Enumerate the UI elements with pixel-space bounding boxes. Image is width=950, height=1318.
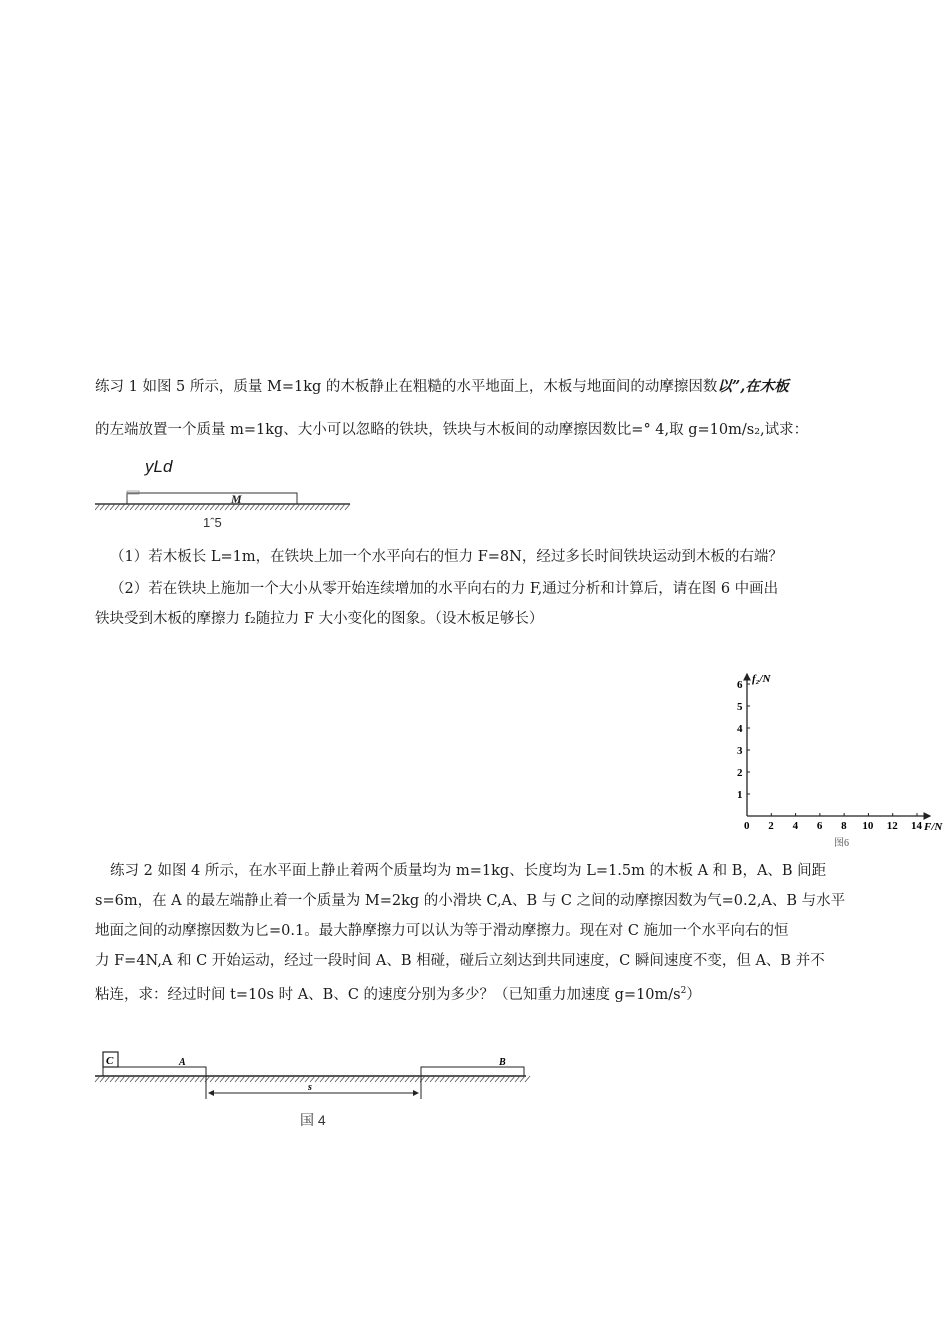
figure-4-caption: 国 4 <box>300 1112 326 1128</box>
hatch-line <box>295 1076 300 1082</box>
hatch-line <box>345 504 350 510</box>
hatch-line <box>135 1076 140 1082</box>
hatch-line <box>255 504 260 510</box>
exercise2-line2: s=6m，在 A 的最左端静止着一个质量为 M=2kg 的小滑块 C,A、B 与 C 之间的动摩擦因数为气=0.2,A、B 与水平 <box>95 893 846 909</box>
hatch-line <box>285 1076 290 1082</box>
hatch-line <box>160 504 165 510</box>
hatch-line <box>390 1076 395 1082</box>
hatch-line <box>355 1076 360 1082</box>
hatch-line <box>175 1076 180 1082</box>
hatch-line <box>485 1076 490 1082</box>
hatch-line <box>345 1076 350 1082</box>
y-tick-label: 4 <box>737 723 743 735</box>
ground-hatch <box>95 1076 530 1082</box>
hatch-line <box>505 1076 510 1082</box>
hatch-line <box>220 1076 225 1082</box>
hatch-line <box>160 1076 165 1082</box>
hatch-line <box>495 1076 500 1082</box>
hatch-line <box>515 1076 520 1082</box>
exercise1-mu-symbol: 以” <box>717 378 741 395</box>
hatch-line <box>405 1076 410 1082</box>
hatch-line <box>180 1076 185 1082</box>
hatch-line <box>215 1076 220 1082</box>
hatch-line <box>190 504 195 510</box>
hatch-line <box>310 504 315 510</box>
hatch-line <box>340 504 345 510</box>
hatch-line <box>105 504 110 510</box>
gap-label: s <box>308 1082 312 1093</box>
hatch-line <box>235 1076 240 1082</box>
hatch-line <box>210 504 215 510</box>
hatch-line <box>240 1076 245 1082</box>
hatch-line <box>105 1076 110 1082</box>
exercise2-line5: 粘连，求：经过时间 t=10s 时 A、B、C 的速度分别为多少？（已知重力加速度 $g=10m/s^2$） <box>95 986 701 1003</box>
hatch-line <box>170 1076 175 1082</box>
board-b <box>421 1067 524 1076</box>
hatch-line <box>125 1076 130 1082</box>
board-a-label: A <box>179 1057 186 1068</box>
hatch-line <box>130 504 135 510</box>
hatch-line <box>370 1076 375 1082</box>
hatch-line <box>335 1076 340 1082</box>
hatch-line <box>260 1076 265 1082</box>
exercise2-line4: 力 F=4N,A 和 C 开始运动，经过一段时间 A、B 相碰，碰后立刻达到共同速度，C 瞬间速度不变，但 A、B 并不 <box>95 953 825 969</box>
hatch-line <box>250 1076 255 1082</box>
x-tick-label: 4 <box>792 820 799 832</box>
figure-5 <box>95 455 365 535</box>
hatch-line <box>170 504 175 510</box>
exercise1-line1: 练习 1 如图 5 所示，质量 M=1kg 的木板静止在粗糙的水平地面上，木板与地面间的动摩擦因数以”,在木板 <box>95 378 789 395</box>
hatch-line <box>460 1076 465 1082</box>
hatch-line <box>205 504 210 510</box>
exercise1-question1: （1）若木板长 L=1m，在铁块上加一个水平向右的恒力 F=8N，经过多长时间铁块运动到木板的右端？ <box>110 549 783 565</box>
hatch-line <box>290 1076 295 1082</box>
hatch-line <box>340 1076 345 1082</box>
hatch-line <box>455 1076 460 1082</box>
hatch-line <box>165 504 170 510</box>
hatch-line <box>190 1076 195 1082</box>
hatch-line <box>330 1076 335 1082</box>
hatch-line <box>100 1076 105 1082</box>
x-tick-label: 10 <box>862 820 874 832</box>
board-b-label: B <box>499 1057 506 1068</box>
hatch-line <box>280 504 285 510</box>
hatch-line <box>125 504 130 510</box>
hatch-line <box>100 504 105 510</box>
hatch-line <box>195 1076 200 1082</box>
board-a <box>103 1067 206 1076</box>
hatch-line <box>250 504 255 510</box>
hatch-line <box>220 504 225 510</box>
x-tick-label: 0 <box>744 820 750 832</box>
hatch-line <box>445 1076 450 1082</box>
hatch-line <box>490 1076 495 1082</box>
exercise1-question2-line2: 铁块受到木板的摩擦力 f₂随拉力 F 大小变化的图象。（设木板足够长） <box>95 611 544 627</box>
y-axis-label: f₂/N <box>752 673 771 685</box>
hatch-line <box>275 504 280 510</box>
board-m <box>127 493 297 504</box>
hatch-line <box>200 1076 205 1082</box>
figure-6-caption: 图6 <box>834 838 849 849</box>
hatch-line <box>200 504 205 510</box>
x-tick-label: 12 <box>886 820 898 832</box>
hatch-line <box>210 1076 215 1082</box>
hatch-line <box>435 1076 440 1082</box>
hatch-line <box>145 1076 150 1082</box>
hatch-line <box>180 504 185 510</box>
x-tick-label: 2 <box>768 820 774 832</box>
hatch-line <box>290 504 295 510</box>
hatch-line <box>260 504 265 510</box>
hatch-line <box>300 1076 305 1082</box>
hatch-line <box>295 504 300 510</box>
hatch-line <box>130 1076 135 1082</box>
figure-6-chart <box>734 668 948 854</box>
hatch-line <box>450 1076 455 1082</box>
hatch-line <box>270 504 275 510</box>
exercise1-line2: 的左端放置一个质量 m=1kg、大小可以忽略的铁块，铁块与木板间的动摩擦因数比=° 4,取 g=10m/s₂,试求： <box>95 422 809 438</box>
exercise2-line3: 地面之间的动摩擦因数为匕=0.1。最大静摩擦力可以认为等于滑动摩擦力。现在对 C 施加一个水平向右的恒 <box>95 923 789 939</box>
hatch-line <box>110 504 115 510</box>
figure-5-diagram <box>95 483 360 515</box>
x-tick-label: 6 <box>816 820 823 832</box>
x-tick-label: 14 <box>911 820 922 832</box>
hatch-line <box>360 1076 365 1082</box>
hatch-line <box>335 504 340 510</box>
exercise1-question2-line1: （2）若在铁块上施加一个大小从零开始连续增加的水平向右的力 F,通过分析和计算后，请在图 6 中画出 <box>110 581 779 597</box>
y-tick-label: 3 <box>737 745 743 757</box>
hatch-line <box>215 504 220 510</box>
hatch-line <box>475 1076 480 1082</box>
hatch-line <box>470 1076 475 1082</box>
figure-5-caption: 1ˆ5 <box>203 515 222 530</box>
hatch-line <box>500 1076 505 1082</box>
hatch-line <box>265 1076 270 1082</box>
hatch-line <box>145 504 150 510</box>
hatch-line <box>480 1076 485 1082</box>
hatch-line <box>175 504 180 510</box>
hatch-line <box>95 504 100 510</box>
hatch-line <box>155 1076 160 1082</box>
hatch-line <box>245 1076 250 1082</box>
y-tick-label: 5 <box>737 701 743 713</box>
hatch-line <box>155 504 160 510</box>
hatch-line <box>380 1076 385 1082</box>
hatch-line <box>375 1076 380 1082</box>
hatch-line <box>185 504 190 510</box>
hatch-line <box>395 1076 400 1082</box>
figure-5-top-label: yLd <box>145 457 173 476</box>
y-tick-label: 2 <box>737 767 743 779</box>
hatch-line <box>325 1076 330 1082</box>
hatch-line <box>150 1076 155 1082</box>
hatch-line <box>510 1076 515 1082</box>
hatch-line <box>415 1076 420 1082</box>
hatch-line <box>385 1076 390 1082</box>
hatch-line <box>225 1076 230 1082</box>
hatch-line <box>320 504 325 510</box>
hatch-line <box>165 1076 170 1082</box>
y-tick-label: 1 <box>737 789 743 801</box>
hatch-line <box>120 504 125 510</box>
hatch-line <box>330 504 335 510</box>
hatch-line <box>195 504 200 510</box>
hatch-line <box>275 1076 280 1082</box>
y-ticks <box>737 679 750 801</box>
exercise2-line1: 练习 2 如图 4 所示，在水平面上静止着两个质量均为 m=1kg、长度均为 L=1.5m 的木板 A 和 B，A、B 间距 <box>110 863 827 879</box>
hatch-line <box>365 1076 370 1082</box>
hatch-line <box>255 1076 260 1082</box>
hatch-line <box>95 1076 100 1082</box>
hatch-line <box>315 504 320 510</box>
hatch-line <box>320 1076 325 1082</box>
hatch-line <box>245 504 250 510</box>
hatch-line <box>225 504 230 510</box>
hatch-line <box>440 1076 445 1082</box>
hatch-line <box>350 1076 355 1082</box>
figure-4-diagram <box>93 1045 533 1110</box>
y-tick-label: 6 <box>737 679 743 691</box>
x-tick-label: 8 <box>841 820 847 832</box>
hatch-line <box>110 1076 115 1082</box>
hatch-line <box>315 1076 320 1082</box>
hatch-line <box>410 1076 415 1082</box>
hatch-line <box>285 504 290 510</box>
hatch-line <box>230 1076 235 1082</box>
hatch-line <box>430 1076 435 1082</box>
hatch-line <box>140 1076 145 1082</box>
hatch-line <box>150 504 155 510</box>
hatch-line <box>270 1076 275 1082</box>
hatch-line <box>400 1076 405 1082</box>
hatch-line <box>520 1076 525 1082</box>
hatch-line <box>465 1076 470 1082</box>
hatch-line <box>325 504 330 510</box>
hatch-line <box>120 1076 125 1082</box>
board-m-label: M <box>231 492 242 506</box>
hatch-line <box>425 1076 430 1082</box>
ground-hatch <box>95 504 350 510</box>
hatch-line <box>140 504 145 510</box>
x-axis-label: F/N <box>924 821 943 833</box>
hatch-line <box>115 1076 120 1082</box>
hatch-line <box>280 1076 285 1082</box>
hatch-line <box>135 504 140 510</box>
hatch-line <box>185 1076 190 1082</box>
block-c-label: C <box>106 1055 114 1067</box>
hatch-line <box>305 504 310 510</box>
hatch-line <box>115 504 120 510</box>
hatch-line <box>525 1076 530 1082</box>
hatch-line <box>265 504 270 510</box>
hatch-line <box>300 504 305 510</box>
